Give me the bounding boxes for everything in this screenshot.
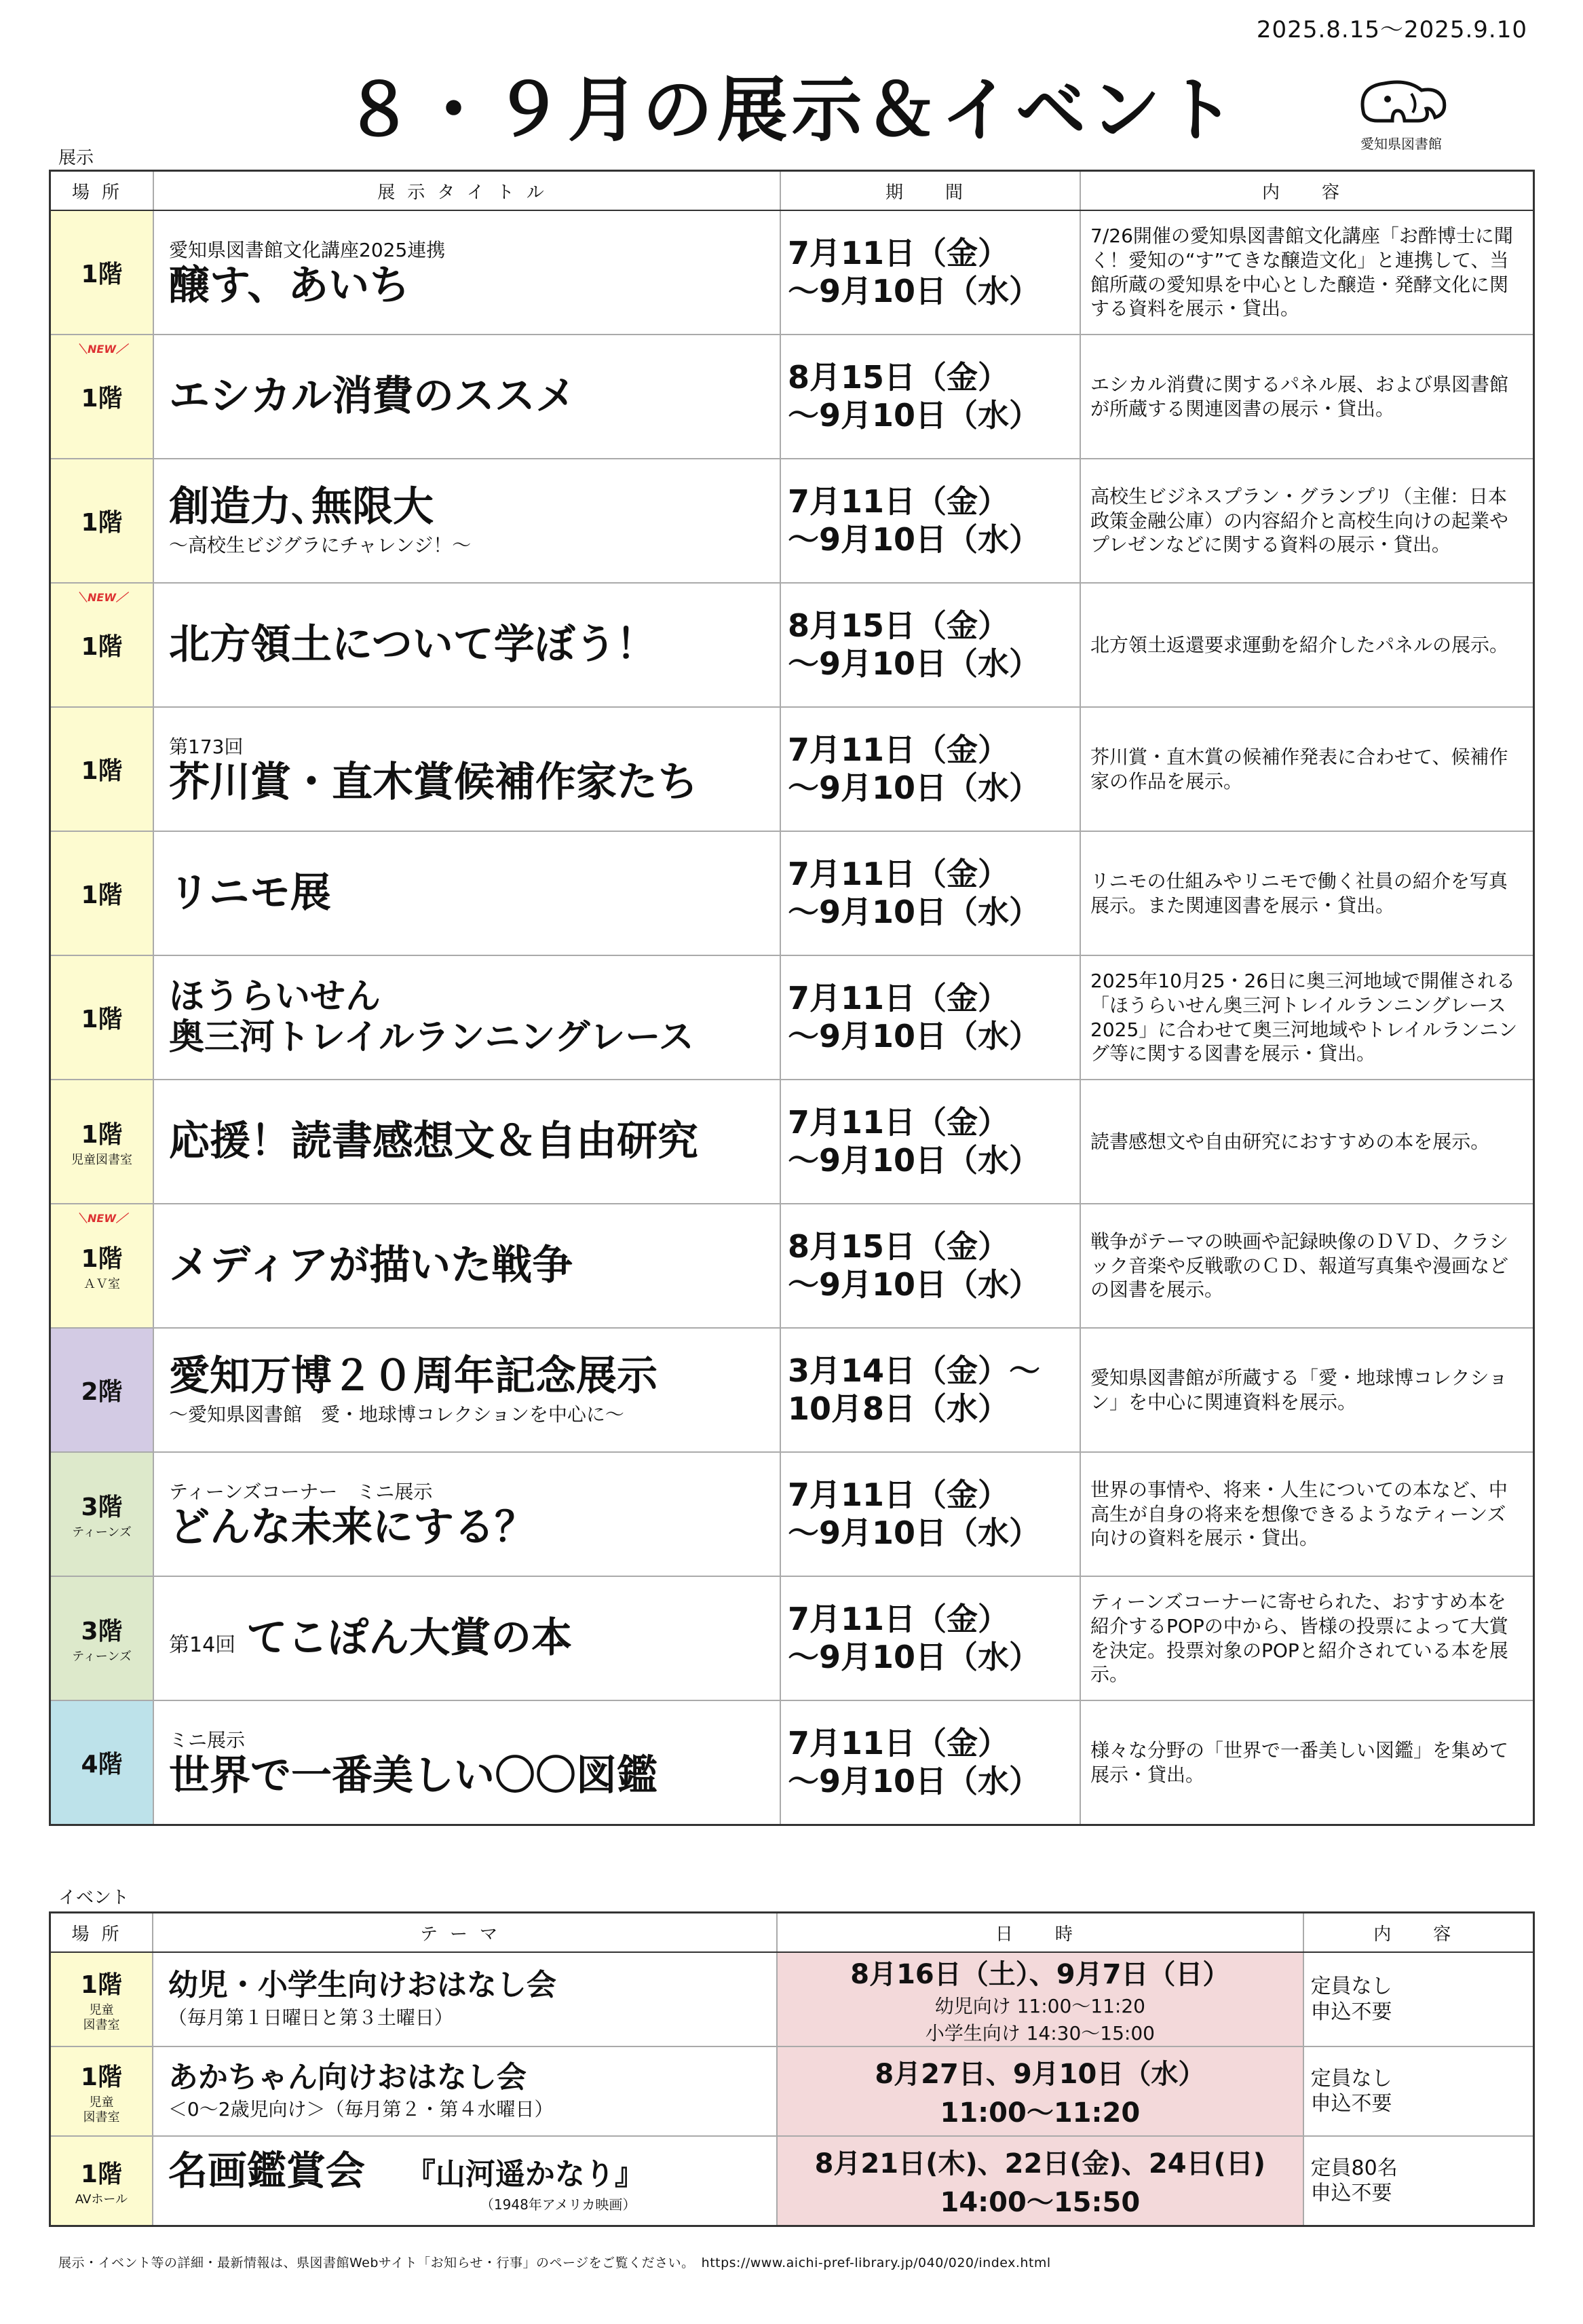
col-header-content: 内 容 xyxy=(1303,1913,1534,1953)
registration-text: 申込不要 xyxy=(1310,2092,1392,2116)
period-cell xyxy=(780,1576,1080,1700)
exhibit-subtitle: ～高校生ビジグラにチャレンジ！～ xyxy=(169,534,472,556)
exhibit-subtitle: ～愛知県図書館 愛・地球博コレクションを中心に～ xyxy=(169,1403,624,1426)
period-cell xyxy=(780,1080,1080,1204)
floor-cell xyxy=(50,1576,154,1700)
exhibit-description: 世界の事情や、将来・人生についての本など、中高生が自身の将来を想像できるようなティーンズ向けの資料を展示・貸出。 xyxy=(1080,1452,1534,1576)
exhibit-title: てこぽん大賞の本 xyxy=(246,1614,573,1662)
floor-label: 1階 xyxy=(81,1006,123,1033)
exhibit-title-cell xyxy=(153,831,780,955)
exhibit-title-cell xyxy=(153,955,780,1080)
period-end: ～9月10日（水） xyxy=(788,1514,1041,1551)
period-start: 7月11日（金） xyxy=(788,483,1010,520)
event-title: 名画鑑賞会 xyxy=(168,2148,365,2194)
floor-label: 1階 xyxy=(81,509,123,537)
exhibit-description: ティーンズコーナーに寄せられた、おすすめ本を紹介するPOPの中から、皆様の投票によって大賞を決定。投票対象のPOPと紹介されている本を展示。 xyxy=(1080,1576,1534,1700)
table-row xyxy=(50,1080,1534,1204)
period-start: 8月15日（金） xyxy=(788,1228,1010,1265)
exhibit-title-cell xyxy=(153,1204,780,1328)
period-end: ～9月10日（水） xyxy=(788,396,1041,434)
floor-label: 3階 xyxy=(81,1493,123,1522)
floor-label: 1階 xyxy=(80,2063,122,2091)
floor-cell xyxy=(50,707,154,831)
exhibit-title-prefix: 第14回 xyxy=(169,1633,236,1657)
event-content-cell xyxy=(1303,2046,1534,2136)
exhibit-description: リニモの仕組みやリニモで働く社員の紹介を写真展示。また関連図書を展示・貸出。 xyxy=(1080,831,1534,955)
exhibit-pretitle: 第173回 xyxy=(169,736,244,758)
floor-cell xyxy=(50,459,154,583)
col-header-title: 展示タイトル xyxy=(153,171,780,211)
floor-label: 1階 xyxy=(81,881,123,909)
footer-note: 展示・イベント等の詳細・最新情報は、県図書館Webサイト「お知らせ・行事」のページをご覧ください。 https://www.aichi-pref-library.jp/040/020/index.html xyxy=(58,2255,1051,2270)
floor-cell xyxy=(50,955,154,1080)
floor-cell xyxy=(50,1952,153,2046)
new-badge: ＼NEW／ xyxy=(77,343,127,356)
period-start: 7月11日（金） xyxy=(788,235,1010,272)
exhibit-title: 芥川賞・直木賞候補作家たち xyxy=(169,759,698,806)
period-start: 7月11日（金） xyxy=(788,856,1010,893)
exhibit-pretitle: 愛知県図書館文化講座2025連携 xyxy=(169,239,446,261)
floor-label: 4階 xyxy=(81,1751,123,1778)
exhibit-title: 世界で一番美しい〇〇図鑑 xyxy=(169,1752,657,1799)
period-end: ～9月10日（水） xyxy=(788,520,1041,558)
exhibit-title: どんな未来にする？ xyxy=(169,1504,535,1551)
event-content-cell xyxy=(1303,1952,1534,2046)
floor-cell xyxy=(50,583,154,707)
floor-label: 1階 xyxy=(80,2160,122,2188)
exhibit-title: メディアが描いた戦争 xyxy=(169,1242,573,1289)
exhibit-title-cell xyxy=(153,707,780,831)
event-title-line xyxy=(168,1968,776,2003)
event-date: 8月16日（土）、9月7日（日） xyxy=(850,1959,1230,1990)
col-header-period: 期 間 xyxy=(780,171,1080,211)
floor-sublabel: ＡＶ室 xyxy=(83,1277,120,1292)
floor-cell xyxy=(50,335,154,459)
table-row xyxy=(50,1452,1534,1576)
floor-label: 3階 xyxy=(81,1618,123,1646)
event-time: 14:00～15:50 xyxy=(940,2187,1141,2218)
col-header-theme: テーマ xyxy=(153,1913,777,1953)
event-datetime-cell xyxy=(777,1952,1303,2046)
exhibit-description: 芥川賞・直木賞の候補作発表に合わせて、候補作家の作品を展示。 xyxy=(1080,707,1534,831)
exhibit-table xyxy=(49,170,1535,1826)
library-logo xyxy=(1350,73,1452,153)
table-row xyxy=(50,1576,1534,1700)
period-end: ～9月10日（水） xyxy=(788,893,1041,930)
exhibit-description: 高校生ビジネスプラン・グランプリ（主催：日本政策金融公庫）の内容紹介と高校生向けの起業やプレゼンなどに関する資料の展示・貸出。 xyxy=(1080,459,1534,583)
table-row xyxy=(50,955,1534,1080)
col-header-content: 内 容 xyxy=(1080,171,1534,211)
exhibit-description: 愛知県図書館が所蔵する「愛・地球博コレクション」を中心に関連資料を展示。 xyxy=(1080,1328,1534,1452)
period-cell xyxy=(780,583,1080,707)
period-end: ～9月10日（水） xyxy=(788,1762,1041,1799)
exhibit-title-line2: 奥三河トレイルランニングレース xyxy=(169,1016,694,1058)
floor-label: 1階 xyxy=(81,1121,123,1149)
exhibit-title: 愛知万博２０周年記念展示 xyxy=(169,1352,657,1400)
period-end: ～9月10日（水） xyxy=(788,1265,1041,1303)
period-cell xyxy=(780,955,1080,1080)
period-end: ～9月10日（水） xyxy=(788,1017,1041,1054)
period-start: 7月11日（金） xyxy=(788,1477,1010,1514)
event-section-label: イベント xyxy=(58,1888,130,1908)
table-row xyxy=(50,1700,1534,1825)
floor-cell xyxy=(50,831,154,955)
floor-sublabel: ティーンズ xyxy=(72,1650,132,1664)
exhibit-title-cell xyxy=(153,210,780,335)
col-header-place: 場所 xyxy=(50,171,154,211)
exhibit-pretitle: ミニ展示 xyxy=(169,1729,246,1751)
exhibit-description: 2025年10月25・26日に奥三河地域で開催される「ほうらいせん奥三河トレイルランニングレース2025」に合わせて奥三河地域やトレイルランニング等に関する図書を展示・貸出。 xyxy=(1080,955,1534,1080)
floor-sublabel: AVホール xyxy=(75,2192,128,2207)
logo-text: 愛知県図書館 xyxy=(1360,136,1442,152)
event-title-line xyxy=(168,2148,776,2194)
period-cell xyxy=(780,1328,1080,1452)
event-date: 8月21日(木)、22日(金)、24日(日) xyxy=(814,2148,1266,2179)
period-start: 7月11日（金） xyxy=(788,980,1010,1017)
period-cell xyxy=(780,1204,1080,1328)
period-end: ～9月10日（水） xyxy=(788,769,1041,806)
table-row xyxy=(50,2046,1534,2136)
period-start: 7月11日（金） xyxy=(788,1725,1010,1762)
table-row xyxy=(50,831,1534,955)
table-row xyxy=(50,707,1534,831)
period-start: 8月15日（金） xyxy=(788,359,1010,396)
floor-label: 1階 xyxy=(80,1971,122,2000)
exhibit-section-label: 展示 xyxy=(58,148,94,168)
exhibit-title: リニモ展 xyxy=(169,869,331,917)
exhibit-description: 7/26開催の愛知県図書館文化講座「お酢博士に聞く！愛知の“す”てきな醸造文化」と連携して、当館所蔵の愛知県を中心とした醸造・発酵文化に関する資料を展示・貸出。 xyxy=(1080,210,1534,335)
floor-label: 1階 xyxy=(81,385,123,413)
exhibit-title: エシカル消費のススメ xyxy=(169,373,576,420)
floor-cell xyxy=(50,1700,154,1825)
table-row xyxy=(50,459,1534,583)
period-end: ～9月10日（水） xyxy=(788,272,1041,309)
event-subtitle: ＜0～2歳児向け＞（毎月第２・第４水曜日） xyxy=(168,2098,554,2121)
period-end: ～9月10日（水） xyxy=(788,1638,1041,1675)
event-content-cell xyxy=(1303,2136,1534,2226)
period-start: 7月11日（金） xyxy=(788,1104,1010,1141)
col-header-place: 場所 xyxy=(50,1913,153,1953)
event-subtitle: （毎月第１日曜日と第３土曜日） xyxy=(168,2006,453,2029)
exhibit-title: 北方領土について学ぼう！ xyxy=(169,621,657,668)
capacity-text: 定員なし xyxy=(1310,2066,1392,2091)
exhibit-title-cell xyxy=(153,459,780,583)
event-title-cell xyxy=(153,2046,777,2136)
exhibit-title: 応援！読書感想文＆自由研究 xyxy=(169,1118,698,1165)
capacity-text: 定員80名 xyxy=(1310,2156,1398,2180)
floor-cell xyxy=(50,1204,154,1328)
period-end: 10月8日（水） xyxy=(788,1390,1010,1427)
exhibit-description: エシカル消費に関するパネル展、および県図書館が所蔵する関連図書の展示・貸出。 xyxy=(1080,335,1534,459)
date-range: 2025.8.15～2025.9.10 xyxy=(1256,16,1527,43)
floor-sublabel: 児童 図書室 xyxy=(83,2095,120,2125)
exhibit-title-line xyxy=(169,1615,780,1662)
table-row xyxy=(50,1204,1534,1328)
period-cell xyxy=(780,335,1080,459)
registration-text: 申込不要 xyxy=(1310,2182,1392,2205)
period-start: 7月11日（金） xyxy=(788,1601,1010,1638)
exhibit-title: 醸す、あいち xyxy=(169,262,411,309)
table-row xyxy=(50,583,1534,707)
floor-cell xyxy=(50,1452,154,1576)
floor-cell xyxy=(50,2046,153,2136)
floor-cell xyxy=(50,1328,154,1452)
exhibit-title-cell xyxy=(153,583,780,707)
event-datetime-cell xyxy=(777,2136,1303,2226)
exhibit-title-cell xyxy=(153,335,780,459)
event-time-2: 小学生向け 14:30～15:00 xyxy=(925,2022,1155,2044)
period-cell xyxy=(780,831,1080,955)
registration-text: 申込不要 xyxy=(1310,2000,1392,2024)
event-datetime-cell xyxy=(777,2046,1303,2136)
period-cell xyxy=(780,1452,1080,1576)
event-time: 11:00～11:20 xyxy=(940,2097,1141,2129)
exhibit-title: ほうらいせん xyxy=(169,976,381,1017)
event-title-cell xyxy=(153,1952,777,2046)
event-film-title: 『山河遥かなり』 xyxy=(405,2157,645,2192)
event-subtitle: （1948年アメリカ映画） xyxy=(480,2196,636,2213)
exhibit-description: 戦争がテーマの映画や記録映像のＤＶＤ、クラシック音楽や反戦歌のＣＤ、報道写真集や漫画などの図書を展示。 xyxy=(1080,1204,1534,1328)
floor-label: 2階 xyxy=(81,1378,123,1406)
table-row xyxy=(50,2136,1534,2226)
event-date: 8月27日、9月10日（水） xyxy=(875,2059,1206,2090)
table-row xyxy=(50,335,1534,459)
table-row xyxy=(50,210,1534,335)
period-cell xyxy=(780,459,1080,583)
period-start: 7月11日（金） xyxy=(788,731,1010,769)
event-table xyxy=(49,1911,1535,2227)
period-end: ～9月10日（水） xyxy=(788,1141,1041,1179)
exhibit-title-cell xyxy=(153,1452,780,1576)
elephant-logo-icon xyxy=(1350,73,1452,128)
period-start: 3月14日（金）～ xyxy=(788,1352,1041,1390)
page-title: ８・９月の展示＆イベント xyxy=(343,69,1240,151)
new-badge: ＼NEW／ xyxy=(77,1212,127,1225)
exhibit-description: 様々な分野の「世界で一番美しい図鑑」を集めて展示・貸出。 xyxy=(1080,1700,1534,1825)
exhibit-title-cell xyxy=(153,1576,780,1700)
event-title: あかちゃん向けおはなし会 xyxy=(168,2059,527,2095)
floor-label: 1階 xyxy=(81,261,123,288)
period-cell xyxy=(780,210,1080,335)
exhibit-pretitle: ティーンズコーナー ミニ展示 xyxy=(169,1481,433,1503)
capacity-text: 定員なし xyxy=(1310,1975,1392,1998)
event-title-line xyxy=(168,2061,776,2095)
exhibit-title-cell xyxy=(153,1080,780,1204)
event-title-cell xyxy=(153,2136,777,2226)
floor-sublabel: 児童 図書室 xyxy=(83,2003,120,2032)
floor-cell xyxy=(50,210,154,335)
event-time: 幼児向け 11:00～11:20 xyxy=(934,1995,1145,2017)
exhibit-title-cell xyxy=(153,1328,780,1452)
floor-label: 1階 xyxy=(81,1245,123,1274)
period-cell xyxy=(780,1700,1080,1825)
new-badge: ＼NEW／ xyxy=(77,591,127,604)
event-title: 幼児・小学生向けおはなし会 xyxy=(168,1968,556,2003)
exhibit-title-cell xyxy=(153,1700,780,1825)
col-header-datetime: 日 時 xyxy=(777,1913,1303,1953)
floor-sublabel: ティーンズ xyxy=(72,1525,132,1540)
floor-cell xyxy=(50,2136,153,2226)
table-row xyxy=(50,1952,1534,2046)
period-end: ～9月10日（水） xyxy=(788,645,1041,682)
exhibit-description: 読書感想文や自由研究におすすめの本を展示。 xyxy=(1080,1080,1534,1204)
exhibit-title: 創造力､無限大 xyxy=(169,483,434,531)
floor-label: 1階 xyxy=(81,633,123,661)
floor-label: 1階 xyxy=(81,757,123,785)
exhibit-description: 北方領土返還要求運動を紹介したパネルの展示。 xyxy=(1080,583,1534,707)
floor-cell xyxy=(50,1080,154,1204)
floor-sublabel: 児童図書室 xyxy=(71,1153,132,1168)
period-start: 8月15日（金） xyxy=(788,607,1010,645)
period-cell xyxy=(780,707,1080,831)
table-row xyxy=(50,1328,1534,1452)
